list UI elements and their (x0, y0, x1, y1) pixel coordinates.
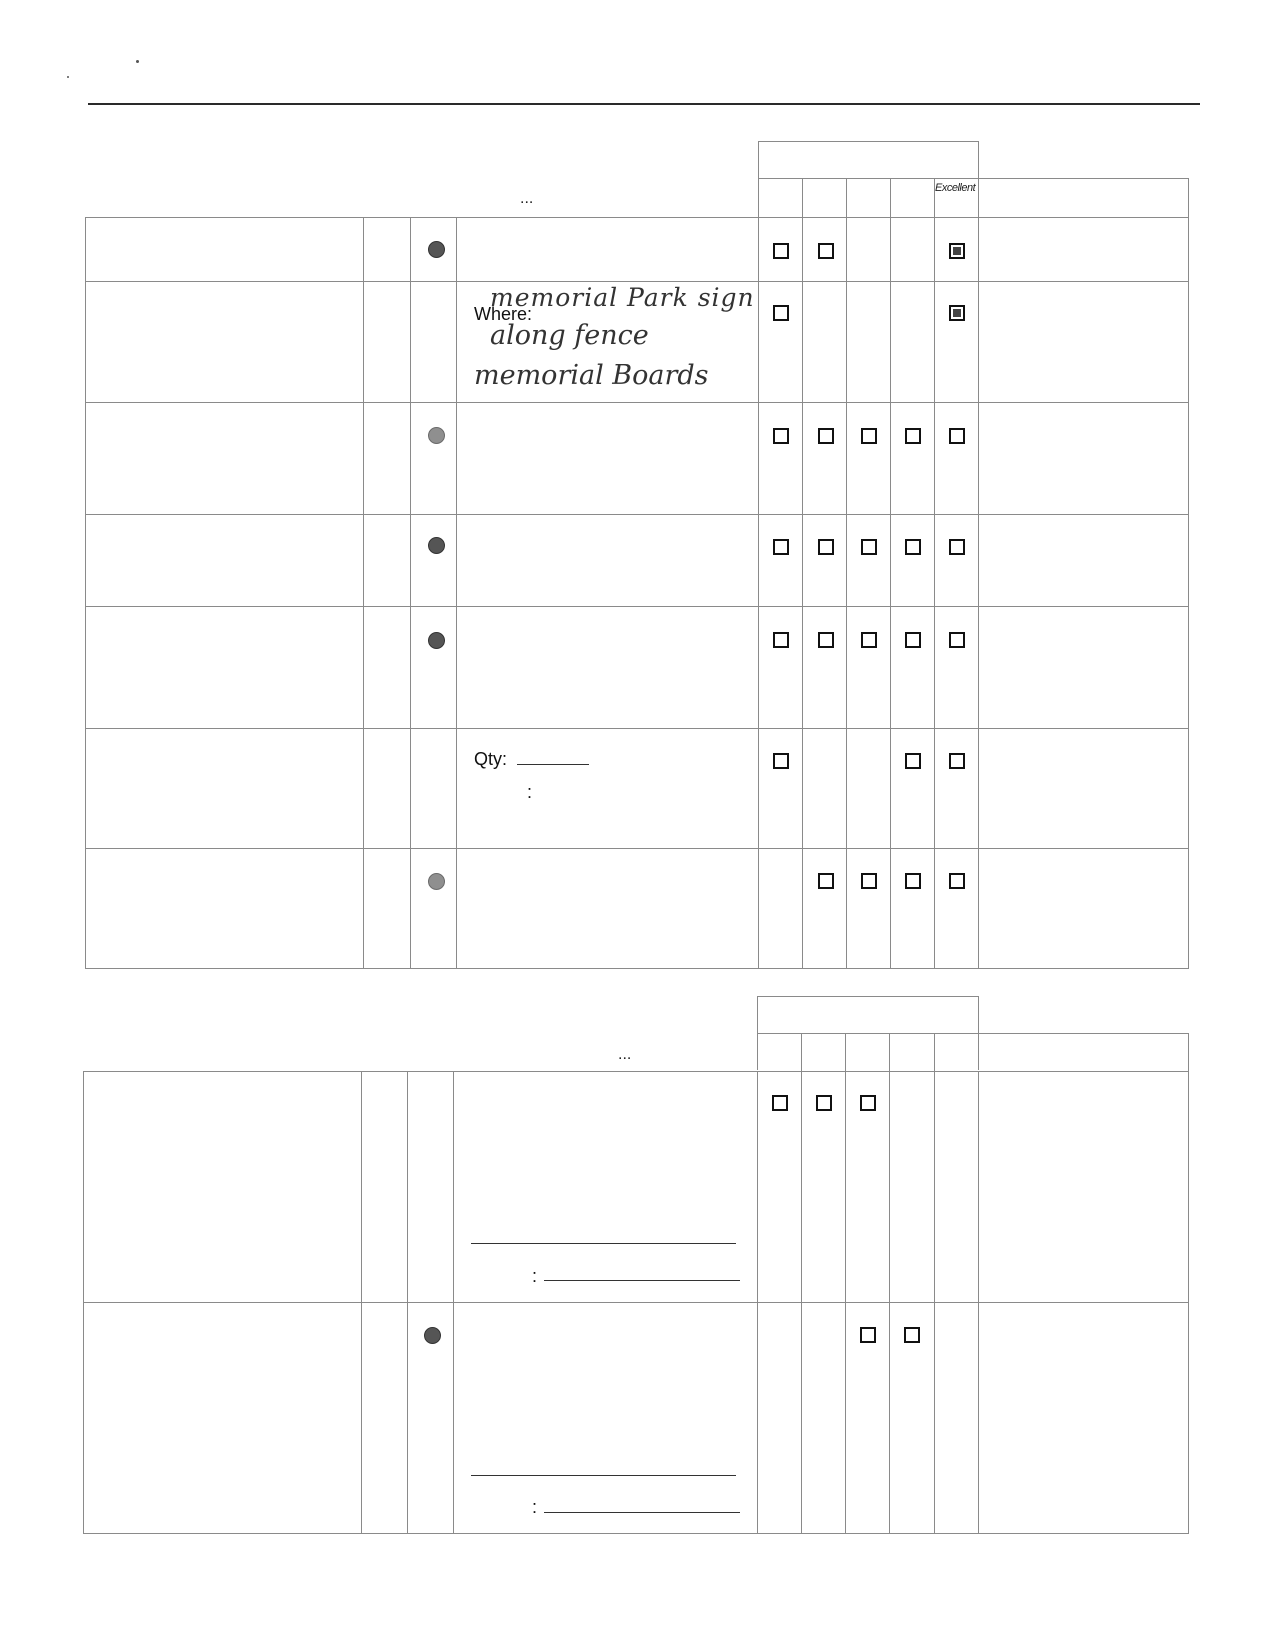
rating-checkbox-excellent-checked[interactable] (949, 305, 965, 321)
rating-checkbox[interactable] (772, 1095, 788, 1111)
rating-checkbox[interactable] (905, 428, 921, 444)
rating-checkbox[interactable] (816, 1095, 832, 1111)
bullet-dot (428, 632, 445, 649)
colon-label: : (532, 1497, 538, 1517)
fill-in-line[interactable] (471, 1475, 736, 1476)
rating-checkbox[interactable] (860, 1095, 876, 1111)
qty-blank-line[interactable] (517, 764, 589, 765)
rating-checkbox[interactable] (818, 243, 834, 259)
fill-in-line[interactable] (471, 1243, 736, 1244)
rating-checkbox[interactable] (949, 428, 965, 444)
rating-checkbox[interactable] (818, 539, 834, 555)
fill-in-line[interactable] (544, 1280, 740, 1281)
bullet-dot (424, 1327, 441, 1344)
rating-checkbox-excellent-checked[interactable] (949, 243, 965, 259)
colon-label: : (527, 782, 533, 802)
rating-checkbox[interactable] (773, 753, 789, 769)
where-label: Where: (474, 304, 533, 324)
rating-checkbox[interactable] (905, 753, 921, 769)
bullet-dot (428, 537, 445, 554)
scan-speck (67, 76, 69, 78)
bullet-dot (428, 873, 445, 890)
bullet-dot (428, 241, 445, 258)
handwritten-where-line1: along fence (490, 320, 649, 351)
rating-checkbox[interactable] (818, 632, 834, 648)
rating-checkbox[interactable] (861, 539, 877, 555)
rating-checkbox[interactable] (861, 428, 877, 444)
rating-checkbox[interactable] (773, 243, 789, 259)
rating-checkbox[interactable] (861, 873, 877, 889)
rating-checkbox[interactable] (949, 873, 965, 889)
rating-header-excellent: Excellent (935, 182, 976, 194)
rating-checkbox[interactable] (861, 632, 877, 648)
header-ellipsis: ... (520, 190, 534, 207)
handwritten-where-line2: memorial Boards (474, 360, 709, 391)
rating-checkbox[interactable] (905, 632, 921, 648)
header-ellipsis: ... (618, 1046, 632, 1063)
bullet-dot (428, 427, 445, 444)
rating-checkbox[interactable] (860, 1327, 876, 1343)
rating-checkbox[interactable] (773, 539, 789, 555)
rating-checkbox[interactable] (773, 632, 789, 648)
rating-checkbox[interactable] (818, 873, 834, 889)
rating-checkbox[interactable] (949, 632, 965, 648)
rating-checkbox[interactable] (818, 428, 834, 444)
rating-checkbox[interactable] (905, 539, 921, 555)
rating-checkbox[interactable] (949, 539, 965, 555)
rating-checkbox[interactable] (949, 753, 965, 769)
fill-in-line[interactable] (544, 1512, 740, 1513)
rating-checkbox[interactable] (905, 873, 921, 889)
colon-label: : (532, 1266, 538, 1286)
rating-checkbox[interactable] (904, 1327, 920, 1343)
handwritten-sign-note: memorial Park sign (490, 283, 755, 312)
rating-checkbox[interactable] (773, 305, 789, 321)
scan-speck (136, 60, 139, 63)
header-rule (88, 103, 1200, 105)
qty-label: Qty: (474, 749, 508, 769)
rating-checkbox[interactable] (773, 428, 789, 444)
